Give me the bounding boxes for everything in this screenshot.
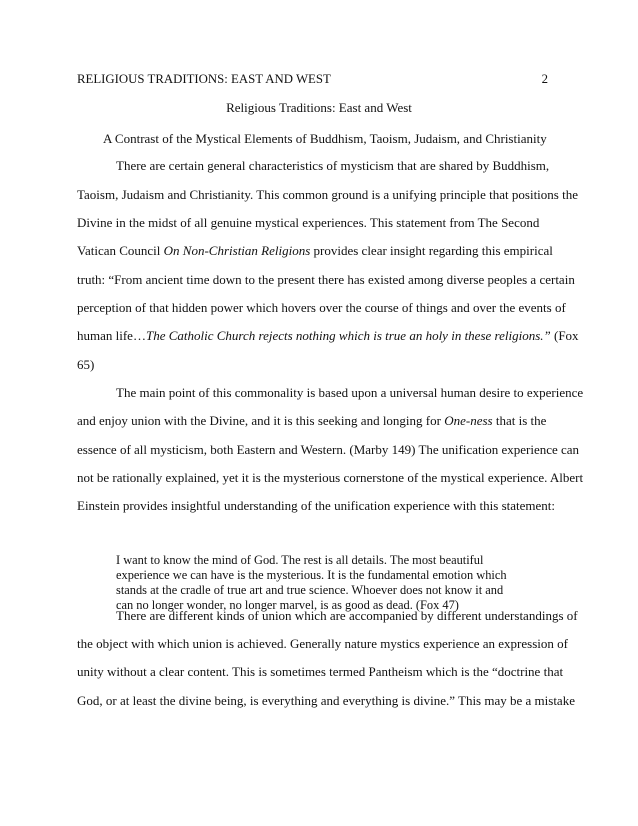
paragraph-3-line: the object with which union is achieved. Generally nature mystics experience an expression of bbox=[77, 636, 568, 651]
paragraph-2-line: The main point of this commonality is based upon a universal human desire to experience bbox=[116, 385, 584, 400]
italic-title: On Non-Christian Religions bbox=[163, 243, 311, 258]
block-quote-line: I want to know the mind of God. The rest is all details. The most beautiful bbox=[116, 553, 484, 567]
text-span: human life… bbox=[77, 328, 146, 343]
document-title: Religious Traditions: East and West bbox=[226, 100, 412, 115]
paragraph-1-line: There are certain general characteristics of mysticism that are shared by Buddhism, bbox=[116, 158, 550, 173]
paragraph-3-line: unity without a clear content. This is sometimes termed Pantheism which is the “doctrine that bbox=[77, 664, 564, 679]
paragraph-1-line: truth: “From ancient time down to the present there has existed among diverse peoples a certain bbox=[77, 272, 575, 287]
document-subtitle: A Contrast of the Mystical Elements of Buddhism, Taoism, Judaism, and Christianity bbox=[103, 131, 547, 146]
page-number: 2 bbox=[541, 72, 548, 86]
block-quote-line: stands at the cradle of true art and true science. Whoever does not know it and bbox=[116, 583, 504, 597]
paragraph-1-line: Divine in the midst of all genuine mystical experiences. This statement from The Second bbox=[77, 215, 540, 230]
italic-term: One-ness bbox=[444, 413, 493, 428]
text-span: Vatican Council bbox=[77, 243, 164, 258]
paragraph-1-line: 65) bbox=[77, 357, 95, 372]
block-quote bbox=[116, 553, 507, 613]
text-span: and enjoy union with the Divine, and it is this seeking and longing for bbox=[77, 413, 445, 428]
paragraph-2-line: Einstein provides insightful understanding of the unification experience with this statement: bbox=[77, 498, 556, 513]
text-span: that is the bbox=[492, 413, 547, 428]
paragraph-1-line: perception of that hidden power which hovers over the course of things and over the events of bbox=[77, 300, 566, 315]
paragraph-1-line: Taoism, Judaism and Christianity. This common ground is a unifying principle that positions the bbox=[77, 187, 578, 202]
page-header bbox=[77, 72, 548, 90]
paragraph-2-line: not be rationally explained, yet it is the mysterious cornerstone of the mystical experience. Albert bbox=[77, 470, 584, 485]
text-span: (Fox bbox=[550, 328, 579, 343]
paragraph-3-line: God, or at least the divine being, is everything and everything is divine.” This may be a mistake bbox=[77, 693, 575, 708]
text-span: provides clear insight regarding this empirical bbox=[310, 243, 553, 258]
paragraph-2-line: essence of all mysticism, both Eastern and Western. (Marby 149) The unification experience can bbox=[77, 442, 580, 457]
block-quote-line: can no longer wonder, no longer marvel, is as good as dead. (Fox 47) bbox=[116, 598, 459, 612]
paragraph-2-line bbox=[77, 413, 546, 429]
block-quote-line: experience we can have is the mysterious. It is the fundamental emotion which bbox=[116, 568, 507, 582]
italic-quote: The Catholic Church rejects nothing which is true an holy in these religions.” bbox=[145, 328, 551, 343]
paragraph-3-line: There are different kinds of union which are accompanied by different understandings of bbox=[116, 608, 578, 623]
paragraph-1-line bbox=[77, 328, 579, 344]
paragraph-1-line bbox=[77, 243, 553, 259]
running-head: RELIGIOUS TRADITIONS: EAST AND WEST bbox=[77, 72, 331, 86]
